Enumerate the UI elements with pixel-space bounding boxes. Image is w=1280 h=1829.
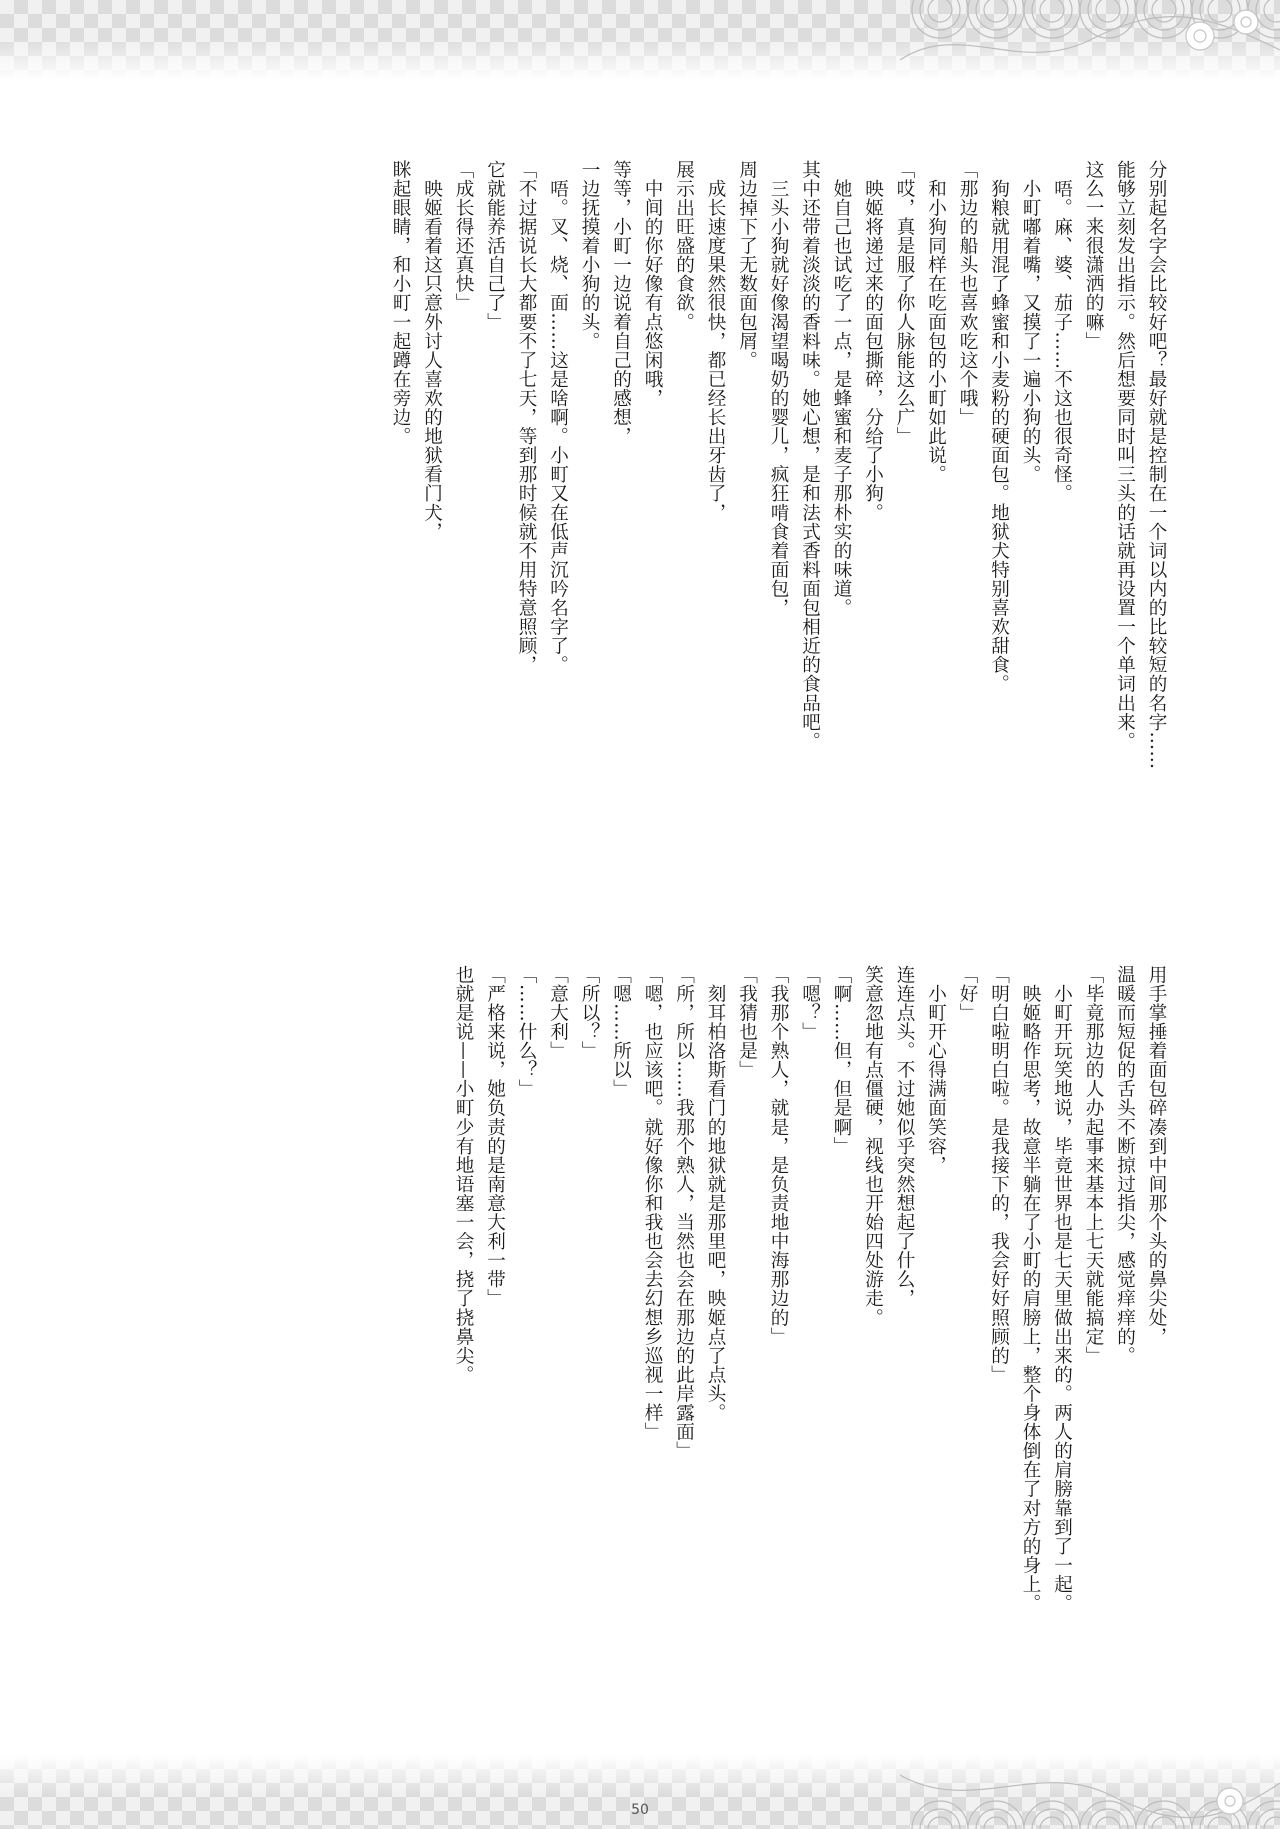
text-line: 小町嘟着嘴，又摸了一遍小狗的头。 <box>1020 160 1041 484</box>
text-line: 「那边的船头也喜欢吃这个哦」 <box>957 160 978 427</box>
text-line: 一边抚摸着小狗的头。 <box>579 160 600 351</box>
text-line: 其中还带着淡淡的香料味。她心想，是和法式香料面包相近的食品吧。 <box>799 160 821 751</box>
text-line: 狗粮就用混了蜂蜜和小麦粉的硬面包。地狱犬特别喜欢甜食。 <box>988 160 1010 694</box>
text-line: 笑意忽地有点僵硬，视线也开始四处游走。 <box>862 965 884 1327</box>
upper-text-block <box>385 160 1173 905</box>
text-line: 小町开玩笑地说，毕竟世界也是七天里做出来的。两人的肩膀靠到了一起。 <box>1051 965 1073 1613</box>
text-line: 等等，小町一边说着自己的感想， <box>610 160 632 446</box>
text-line: 它就能养活自己了」 <box>484 160 506 332</box>
text-line: 和小狗同样在吃面包的小町如此说。 <box>925 160 947 484</box>
text-line: 「我猜也是」 <box>736 965 758 1080</box>
floral-ornament-top <box>900 0 1280 80</box>
text-line: 映姬略作思考，故意半躺在了小町的肩膀上，整个身体倒在了对方的身上。 <box>1020 965 1041 1613</box>
text-line: 映姬将递过来的面包撕碎，分给了小狗。 <box>862 160 884 522</box>
text-line: 刻耳柏洛斯看门的地狱就是那里吧，映姬点了点头。 <box>705 965 726 1423</box>
text-line: 连连点头。不过她似乎突然想起了什么， <box>894 965 915 1308</box>
text-line: 「哎，真是服了你人脉能这么广」 <box>894 160 915 446</box>
text-line: 「我那个熟人，就是，是负责地中海那边的」 <box>768 965 789 1346</box>
text-line: 「好」 <box>957 965 978 1023</box>
text-line: 也就是说——小町少有地语塞一会，挠了挠鼻尖。 <box>453 965 474 1385</box>
text-line: 展示出旺盛的食欲。 <box>673 160 695 332</box>
text-line: 她自己也试吃了一点，是蜂蜜和麦子那朴实的味道。 <box>831 160 852 618</box>
text-line: 「啊……但，但是啊」 <box>831 965 852 1156</box>
text-line: 眯起眼睛，和小町一起蹲在旁边。 <box>390 160 411 446</box>
text-line: 「嗯，也应该吧。就好像你和我也会去幻想乡巡视一样」 <box>642 965 663 1442</box>
page-number: 50 <box>631 1802 649 1818</box>
text-line: 中间的你好像有点悠闲哦， <box>642 160 663 408</box>
text-line: 「成长得还真快」 <box>453 160 474 313</box>
text-line: 三头小狗就好像渴望喝奶的婴儿，疯狂啃食着面包， <box>768 160 789 618</box>
text-line: 成长速度果然很快，都已经长出牙齿了， <box>705 160 726 522</box>
text-line: 「所，所以……我那个熟人，当然也会在那边的此岸露面」 <box>673 965 695 1461</box>
text-line: 「嗯？」 <box>799 965 821 1042</box>
text-line: 唔。叉、烧、面……这是啥啊。小町又在低声沉吟名字了。 <box>547 160 569 675</box>
text-line: 「……什么？」 <box>516 965 537 1099</box>
text-line: 这么一来很潇洒的嘛」 <box>1083 160 1104 351</box>
text-line: 「意大利」 <box>547 965 569 1061</box>
text-line: 映姬看着这只意外讨人喜欢的地狱看门犬， <box>421 160 443 541</box>
text-line: 「毕竟那边的人办起事来基本上七天就能搞定」 <box>1083 965 1104 1366</box>
text-line: 「嗯……所以」 <box>610 965 632 1099</box>
text-line: 分别起名字会比较好吧？最好就是控制在一个词以内的比较短的名字…… <box>1146 160 1167 770</box>
text-line: 用手掌捶着面包碎凑到中间那个头的鼻尖处， <box>1146 965 1167 1346</box>
text-line: 「不过据说长大都要不了七天，等到那时候就不用特意照顾， <box>516 160 537 675</box>
text-line: 能够立刻发出指示。然后想要同时叫三头的话就再设置一个单词出来。 <box>1114 160 1136 751</box>
text-line: 温暖而短促的舌头不断掠过指尖，感觉痒痒的。 <box>1114 965 1136 1366</box>
text-line: 小町开心得满面笑容， <box>925 965 947 1175</box>
lower-text-block <box>448 965 1173 1700</box>
text-line: 周边掉下了无数面包屑。 <box>736 160 758 370</box>
text-line: 唔。麻、婆、茄子……不这也很奇怪。 <box>1051 160 1073 503</box>
text-line: 「严格来说，她负责的是南意大利一带」 <box>484 965 506 1308</box>
text-line: 「明白啦明白啦。是我接下的，我会好好照顾的」 <box>988 965 1010 1385</box>
text-line: 「所以？」 <box>579 965 600 1061</box>
